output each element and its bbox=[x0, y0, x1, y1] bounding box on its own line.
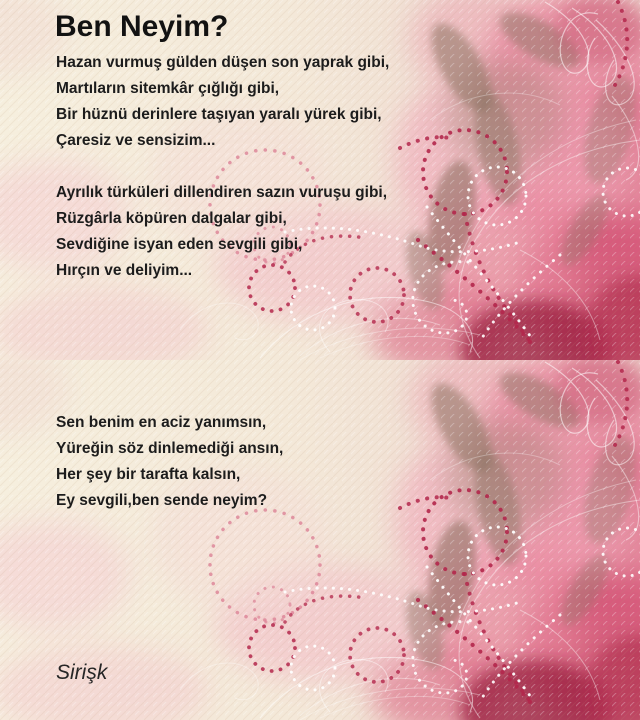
stanza-1 bbox=[56, 50, 389, 154]
poem-line: Hazan vurmuş gülden düşen son yaprak gibi, bbox=[56, 54, 390, 71]
poem-line: Rüzgârla köpüren dalgalar gibi, bbox=[56, 210, 287, 227]
poem-line: Çaresiz ve sensizim... bbox=[56, 132, 216, 149]
poem-line: Her şey bir tarafta kalsın, bbox=[56, 466, 241, 483]
poem-line: Sevdiğine isyan eden sevgili gibi, bbox=[56, 236, 303, 253]
poem-title: Ben Neyim? bbox=[55, 10, 229, 43]
poem-line: Ey sevgili,ben sende neyim? bbox=[56, 492, 268, 509]
poem-line: Bir hüznü derinlere taşıyan yaralı yürek gibi, bbox=[56, 106, 382, 123]
poem-line: Yüreğin söz dinlemediği ansın, bbox=[56, 440, 284, 457]
stanza-3 bbox=[56, 410, 283, 514]
poem-line: Sen benim en aciz yanımsın, bbox=[56, 414, 267, 431]
poem-line: Martıların sitemkâr çığlığı gibi, bbox=[56, 80, 280, 97]
poem-line: Hırçın ve deliyim... bbox=[56, 262, 193, 279]
poem-author-signature: Sirişk bbox=[56, 661, 108, 684]
poem-line: Ayrılık türküleri dillendiren sazın vuruşu gibi, bbox=[56, 184, 388, 201]
stanza-2 bbox=[56, 180, 387, 284]
